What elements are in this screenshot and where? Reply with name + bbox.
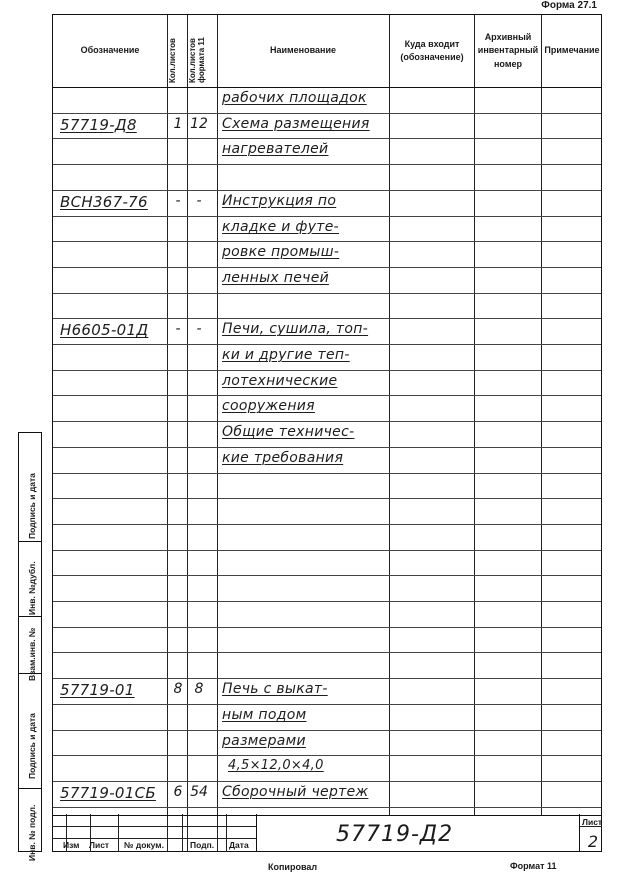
stamp-list-label: Лист [582,817,603,827]
stamp-dokum: № докум. [124,840,164,850]
stamp-list: Лист [89,840,110,850]
document-designation: 57719-Д2 [336,822,454,847]
row-line [53,601,601,602]
row-line [53,473,601,474]
row-name: ленных печей [222,269,330,286]
row-line [53,781,601,782]
row-line [53,704,601,705]
row-line [53,447,601,448]
stamp-data: Дата [229,840,249,850]
row-line [53,652,601,653]
row-name: Печь с выкат- [222,681,328,698]
stamp-list-number: 2 [587,832,599,851]
row-line [53,550,601,551]
row-code: Н6605-01Д [60,321,149,340]
side-inv-podl: Инв. № подл. [27,804,37,861]
row-code: 57719-01 [60,681,135,700]
row-sheet-count: 6 [173,783,183,800]
row-line [53,730,601,731]
header-arhivny: Архивный инвентарный номер [477,31,539,69]
row-line [53,241,601,242]
row-name: рабочих площадок [222,90,367,106]
row-line [53,627,601,628]
header-kol-listov-format: Кол.листов формата 11 [188,37,206,83]
row-sheet-count: 8 [173,681,183,698]
row-line [53,678,601,679]
footer-format: Формат 11 [510,861,557,871]
col-divider [541,15,542,815]
header-kol-listov: Кол.листов [168,38,177,83]
row-name: кие требования [222,449,344,466]
row-name: Сборочный чертеж [222,783,369,800]
row-sheet-count: - [175,192,181,209]
header-primechanie: Примечание [544,45,600,56]
header-naimenovanie: Наименование [269,45,337,56]
row-code: 57719-Д8 [60,115,137,134]
row-name: размерами [222,732,306,749]
stamp-izm: Изм [63,840,80,850]
col-divider [389,15,390,815]
side-vzam-inv: Взам.инв. № [27,627,37,681]
stamp-podp: Подп. [190,840,215,850]
row-sheet-count-f11: - [196,321,202,338]
col-divider [474,15,475,815]
row-name: Инструкция по [222,192,337,209]
row-name: ным подом [222,706,307,723]
row-line [53,318,601,319]
row-name: ровке промыш- [222,244,340,261]
row-sheet-count-f11: 54 [190,783,208,800]
row-line [53,138,601,139]
row-name: кладке и футе- [222,218,340,235]
row-line [53,113,601,114]
header-kuda-vhodit: Куда входит (обозначение) [400,38,464,62]
row-sheet-count: - [175,321,181,338]
row-line [53,575,601,576]
header-divider [53,87,601,88]
row-line [53,755,601,756]
row-name: ки и другие теп- [222,347,350,363]
row-name: нагревателей [222,141,329,158]
row-line [53,524,601,525]
col-divider [187,15,188,851]
side-podpis-data-top: Подпись и дата [27,473,37,539]
footer-kopiroval: Копировал [268,862,318,872]
row-line [53,190,601,191]
row-sheet-count-f11: 8 [194,681,204,698]
col-divider [167,15,168,851]
row-line [53,216,601,217]
row-name: Схема размещения [222,115,370,132]
row-sheet-count: 1 [173,115,183,132]
col-divider [217,15,218,851]
row-name: 4,5×12,0×4,0 [228,758,324,774]
row-line [53,498,601,499]
row-name: лотехнические [222,372,338,389]
row-name: Печи, сушила, топ- [222,321,369,338]
row-line [53,395,601,396]
row-code: 57719-01СБ [60,783,156,802]
row-line [53,267,601,268]
row-line [53,344,601,345]
row-line [53,421,601,422]
row-line [53,164,601,165]
row-line [53,370,601,371]
row-name: сооружения [222,398,315,415]
side-podpis-data: Подпись и дата [27,713,37,779]
row-sheet-count-f11: 12 [190,115,208,132]
row-sheet-count-f11: - [196,192,202,209]
row-name: Общие техничес- [222,424,355,441]
row-line [53,293,601,294]
row-code: ВСН367-76 [60,192,148,211]
side-inv-dubl: Инв. №дубл. [27,561,37,615]
header-oboznachenie: Обозначение [80,45,140,56]
row-line [53,807,601,808]
form-number: Форма 27.1 [541,0,597,11]
